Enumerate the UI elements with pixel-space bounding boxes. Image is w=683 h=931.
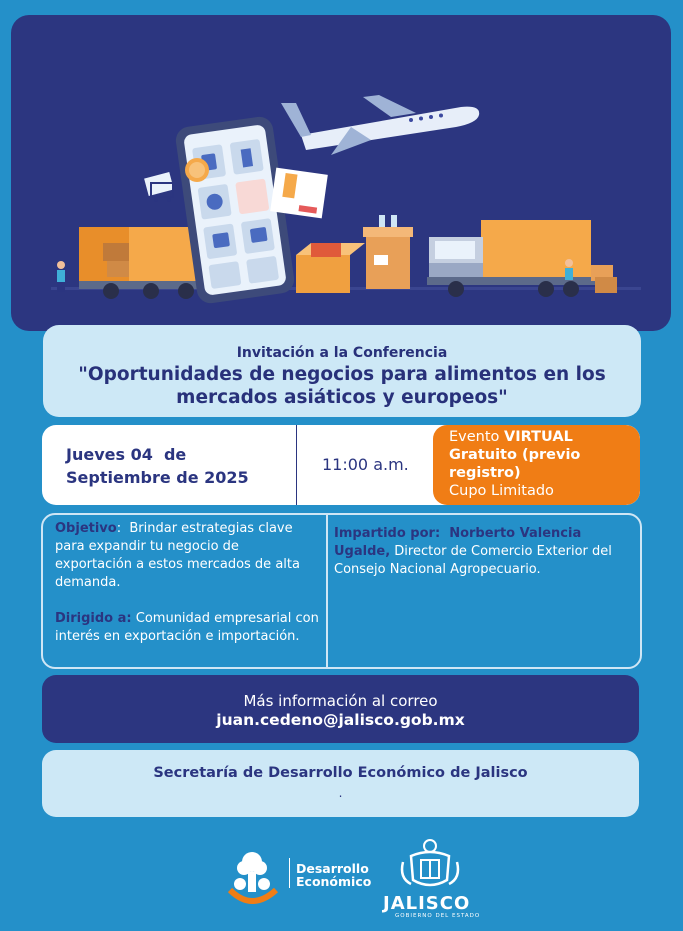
- logo1-line1: Desarrollo: [296, 861, 369, 876]
- objective-column: [55, 520, 324, 646]
- jalisco-coat-of-arms-icon: [397, 838, 463, 894]
- organizer-box: [42, 750, 639, 817]
- desarrollo-economico-logo-icon: [222, 848, 286, 910]
- jalisco-logo-name: JALISCO: [383, 893, 471, 914]
- logo-divider: [289, 858, 290, 888]
- event-mode-virtual: VIRTUAL: [504, 429, 573, 445]
- desarrollo-economico-logo-text: [296, 862, 371, 888]
- jalisco-logo-subtitle: GOBIERNO DEL ESTADO: [395, 913, 481, 919]
- objective-colon: :: [116, 521, 122, 536]
- hero-illustration: [11, 15, 671, 331]
- airplane-icon: [281, 95, 479, 155]
- speaker-name: Norberto Valencia Ugalde,: [334, 526, 586, 559]
- conference-title-line2: mercados asiáticos y europeos": [176, 387, 508, 408]
- worker-left-icon: [57, 261, 65, 292]
- event-time: 11:00 a.m.: [322, 455, 409, 474]
- event-mode-badge: [433, 425, 640, 505]
- objective-block: [55, 520, 320, 592]
- speaker-column: [334, 525, 632, 579]
- contact-box: [42, 675, 639, 743]
- ecommerce-logistics-icon: [11, 15, 671, 331]
- contact-email-link[interactable]: juan.cedeno@jalisco.gob.mx: [216, 711, 465, 729]
- shopping-cart-icon: [144, 172, 174, 202]
- conference-title: [43, 363, 641, 409]
- event-details-box: [41, 513, 642, 669]
- event-free-line1: Gratuito (previo: [449, 447, 581, 463]
- right-truck-icon: [427, 220, 597, 297]
- logo1-line2: Económico: [296, 874, 372, 889]
- event-date-line2: Septiembre de 2025: [66, 468, 249, 487]
- event-date-line1: Jueves 04 de: [66, 445, 187, 464]
- info-divider: [296, 425, 297, 505]
- product-card-icon: [270, 168, 328, 219]
- event-date: [66, 443, 249, 489]
- event-free-line2: registro): [449, 465, 521, 481]
- conference-title-line1: "Oportunidades de negocios para alimentos en los: [78, 364, 606, 385]
- contact-label: Más información al correo: [243, 692, 438, 710]
- speaker-label: Impartido por:: [334, 526, 441, 541]
- audience-text: Comunidad empresarial con interés en exportación e importación.: [55, 611, 324, 644]
- speaker-text: Director de Comercio Exterior del Consejo Nacional Agropecuario.: [334, 544, 617, 577]
- conference-title-box: [43, 325, 641, 417]
- event-limit: Cupo Limitado: [449, 483, 554, 499]
- audience-block: [55, 610, 324, 646]
- organizer-name: Secretaría de Desarrollo Económico de Jalisco: [153, 765, 528, 781]
- organizer-dot: .: [338, 786, 343, 800]
- event-info-row: [42, 425, 640, 505]
- objective-text: Brindar estrategias clave para expandir tu negocio de exportación a estos mercados de alta demanda.: [55, 521, 305, 590]
- objective-label: Objetivo: [55, 521, 117, 536]
- invitation-subtitle: Invitación a la Conferencia: [236, 345, 448, 361]
- details-divider: [326, 515, 328, 667]
- packages-icon: [296, 215, 413, 293]
- event-mode-prefix: Evento: [449, 429, 505, 445]
- audience-label: Dirigido a:: [55, 611, 132, 626]
